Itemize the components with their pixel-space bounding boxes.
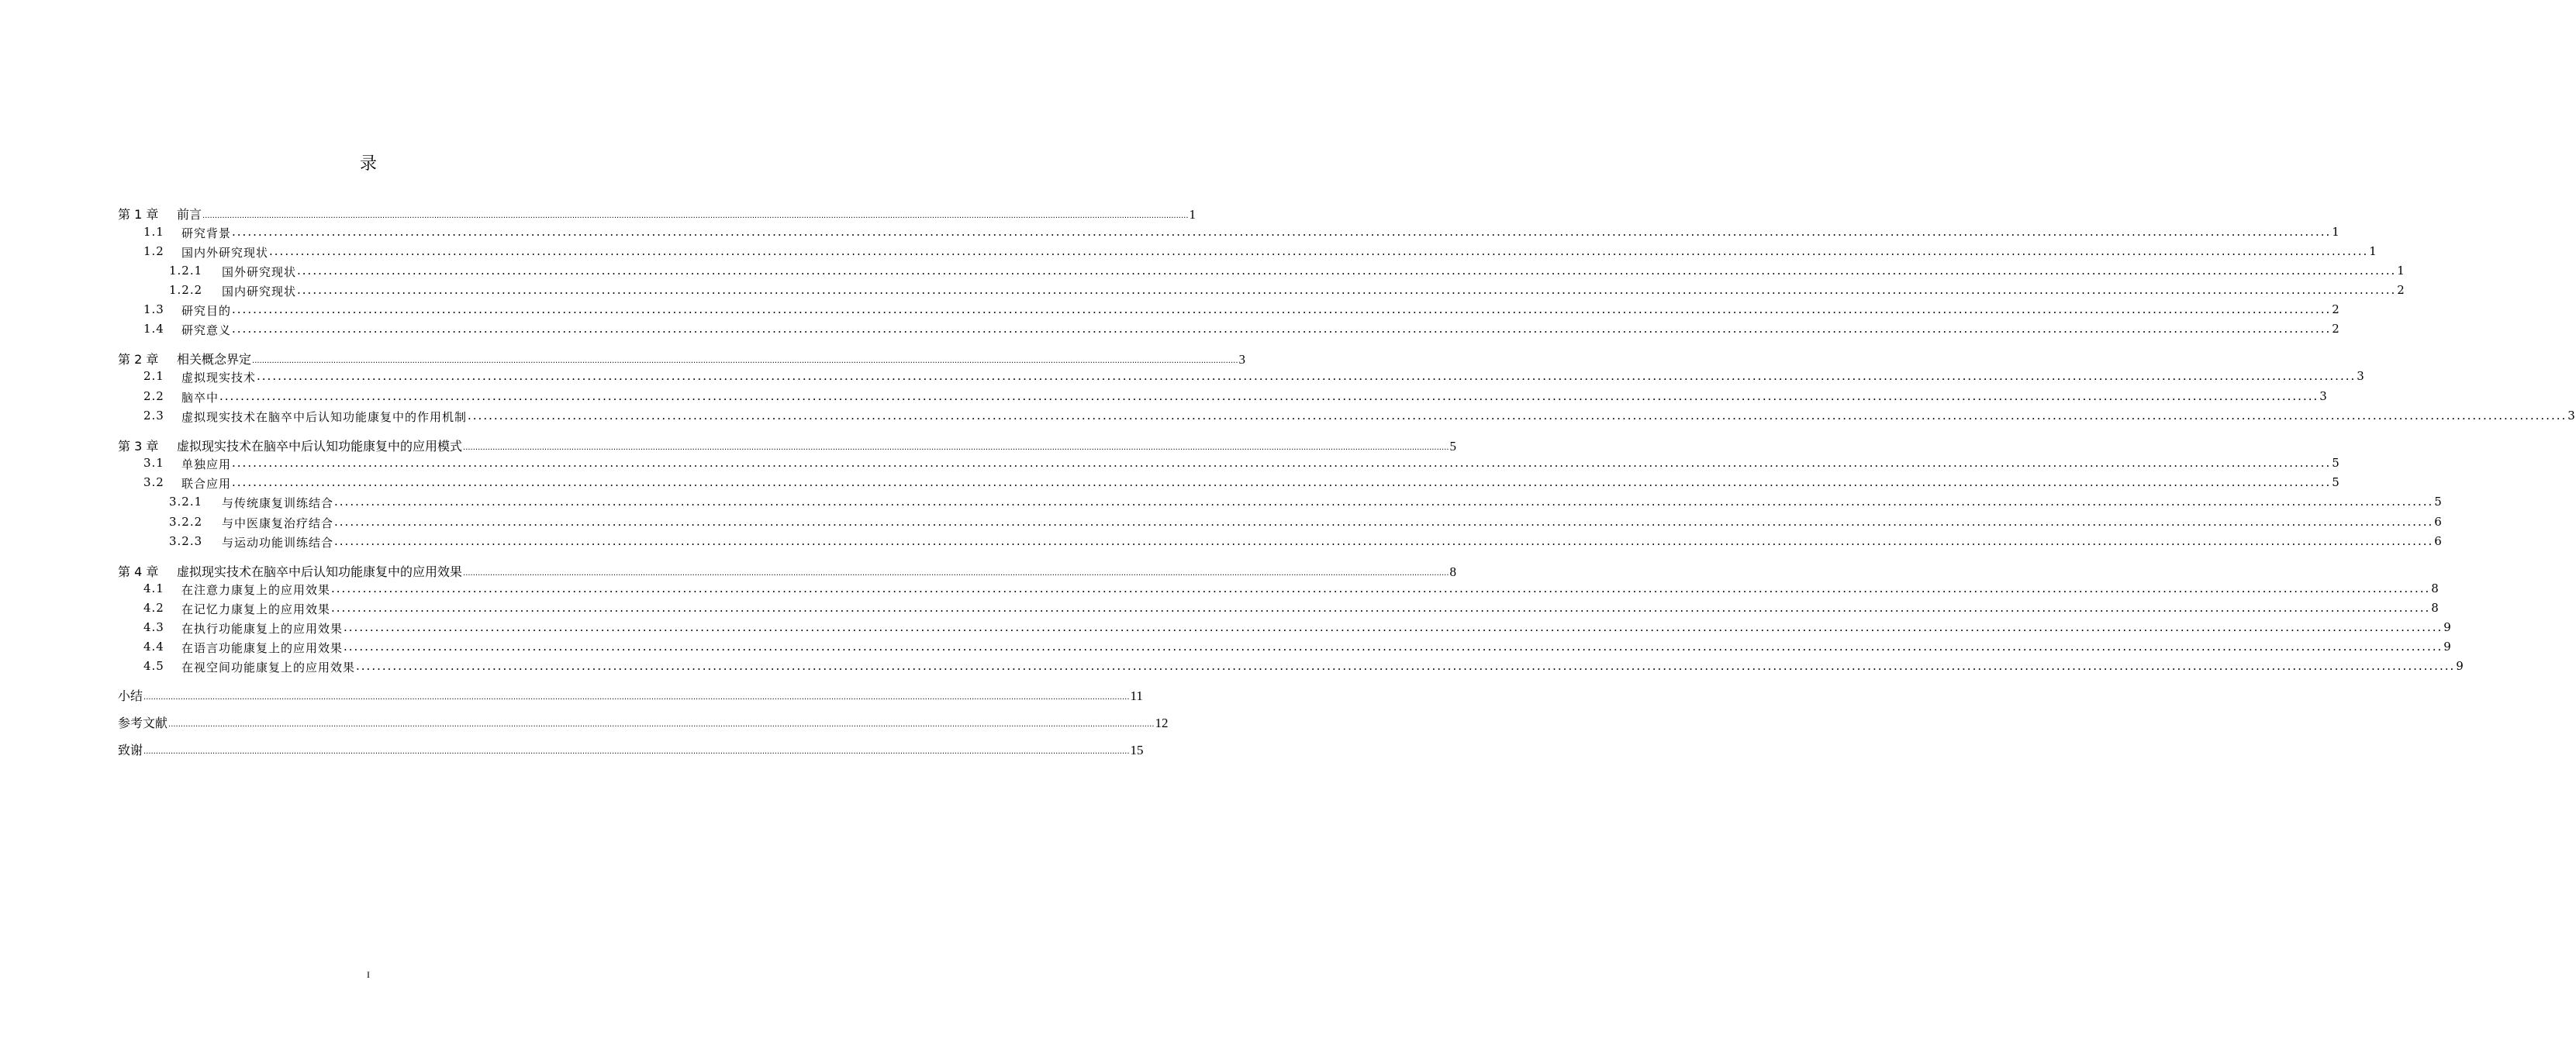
toc-page-number: 1: [2369, 244, 2377, 258]
toc-entry[interactable]: [143, 389, 2328, 406]
toc-entry[interactable]: [143, 302, 2340, 319]
toc-title: 录: [359, 154, 377, 174]
toc-page-number: 1: [2332, 225, 2340, 239]
toc-entry-number: 1.3: [143, 302, 164, 316]
toc-entry[interactable]: [169, 264, 2405, 281]
toc-page-number: 12: [1155, 716, 1169, 730]
toc-entry-label: [143, 601, 330, 617]
toc-entry-text: 研究意义: [181, 323, 232, 337]
toc-page-number: 3: [1238, 352, 1245, 367]
toc-entry-text: 虚拟现实技术在脑卒中后认知功能康复中的应用效果: [177, 564, 463, 579]
toc-entry-label: [169, 495, 333, 511]
toc-page-number: 8: [2431, 601, 2440, 615]
toc-dot-leader: ................................................................................................................................................................................................................................................................................................................................................................................................................: [232, 456, 2332, 470]
toc-page-number: 15: [1130, 743, 1144, 757]
toc-entry-text: 单独应用: [181, 457, 232, 471]
toc-entry[interactable]: [143, 369, 2365, 386]
toc-entry-label: [143, 369, 256, 385]
toc-entry[interactable]: [118, 562, 1456, 579]
toc-entry-number: 3.2: [143, 475, 164, 489]
toc-page-number: 11: [1130, 688, 1143, 703]
toc-entry[interactable]: [143, 244, 2377, 261]
toc-dot-leader: ................................................................................................................................................................................................................................................................................................................................................................................................................: [344, 620, 2443, 634]
toc-dot-leader: ................................................................................................................................................................................................................................................................................................................................................................................................................: [257, 369, 2357, 383]
toc-entry-text: 研究背景: [181, 226, 232, 240]
toc-page-number: 2: [2332, 302, 2340, 316]
toc-entry-text: 脑卒中: [181, 391, 219, 405]
toc-entry-label: [143, 409, 467, 425]
toc-dot-leader: ................................................................................................................................................................................................................................................................................................................................................................................................................: [468, 409, 2567, 423]
toc-dot-leader: ................................................................................................................................................................................................................................................................................................................................................................................................................: [334, 495, 2434, 509]
toc-entry-text: 与中医康复治疗结合: [222, 516, 334, 530]
toc-entry-number: 1.4: [143, 322, 164, 336]
toc-dot-leader: ................................................................................................................................................................................................................................................................................................................................................................................................................: [334, 534, 2434, 548]
toc-entry-text: 与运动功能训练结合: [222, 536, 334, 550]
toc-dot-leader: ................................................................................................................................................................................................................................................................................................................................................................................................................: [463, 443, 1449, 452]
toc-entry[interactable]: [118, 686, 1143, 703]
toc-entry[interactable]: [118, 436, 1456, 454]
toc-page-number: 6: [2434, 534, 2443, 548]
toc-dot-leader: ................................................................................................................................................................................................................................................................................................................................................................................................................: [219, 389, 2319, 403]
toc-entry[interactable]: [118, 205, 1196, 222]
toc-entry-text: 在语言功能康复上的应用效果: [181, 641, 344, 655]
toc-entry-label: [118, 740, 143, 758]
toc-entry-number: 4.1: [143, 581, 164, 595]
toc-entry[interactable]: [143, 475, 2340, 492]
toc-entry-text: 虚拟现实技术在脑卒中后认知功能康复中的作用机制: [181, 410, 468, 424]
toc-entry-label: [118, 350, 251, 367]
toc-entry-text: 在执行功能康复上的应用效果: [181, 622, 344, 636]
toc-entry-number: 4.3: [143, 620, 164, 634]
toc-entry-label: [118, 205, 202, 223]
toc-page-number: 8: [1449, 564, 1456, 579]
toc-entry-number: 2.2: [143, 389, 164, 403]
toc-entry[interactable]: [143, 225, 2340, 242]
toc-entry-text: 在视空间功能康复上的应用效果: [181, 661, 356, 675]
toc-dot-leader: ................................................................................................................................................................................................................................................................................................................................................................................................................: [334, 515, 2434, 529]
toc-entry-text: 研究目的: [181, 304, 232, 318]
toc-entry-label: [143, 322, 231, 338]
toc-entry-number: 3.1: [143, 456, 164, 470]
toc-entry-number: 1.2.2: [169, 283, 203, 297]
toc-page-number: 5: [2434, 495, 2443, 509]
toc-page-number: 5: [2332, 456, 2340, 470]
toc-entry-text: 与传统康复训练结合: [222, 496, 334, 510]
toc-page-number: 9: [2443, 620, 2452, 634]
toc-page-number: 1: [2397, 264, 2405, 278]
toc-entry-number: 1.1: [143, 225, 164, 239]
toc-dot-leader: ................................................................................................................................................................................................................................................................................................................................................................................................................: [143, 747, 1130, 756]
toc-entry-label: [118, 713, 167, 731]
toc-dot-leader: ................................................................................................................................................................................................................................................................................................................................................................................................................: [463, 569, 1449, 578]
toc-entry-number: 第 1 章: [118, 207, 159, 222]
toc-entry[interactable]: [169, 283, 2405, 300]
toc-dot-leader: ................................................................................................................................................................................................................................................................................................................................................................................................................: [297, 264, 2397, 278]
toc-entry-text: 致谢: [118, 743, 143, 757]
toc-entry[interactable]: [169, 534, 2443, 551]
toc-entry-label: [143, 389, 219, 405]
toc-entry-text: 虚拟现实技术在脑卒中后认知功能康复中的应用模式: [177, 439, 463, 454]
toc-entry-text: 联合应用: [181, 477, 232, 491]
toc-entry-label: [143, 620, 343, 637]
toc-page-number: 3: [2567, 409, 2576, 423]
toc-dot-leader: ................................................................................................................................................................................................................................................................................................................................................................................................................: [168, 720, 1155, 729]
toc-entry[interactable]: [143, 581, 2440, 599]
toc-entry[interactable]: [143, 456, 2340, 473]
toc-entry-number: 2.1: [143, 369, 164, 383]
toc-entry[interactable]: [118, 713, 1169, 730]
toc-entry-label: [143, 225, 231, 241]
toc-entry-label: [143, 581, 330, 598]
toc-entry-number: 4.4: [143, 640, 164, 654]
toc-page-number: 9: [2456, 659, 2464, 673]
toc-entry-label: [143, 244, 268, 260]
toc-page-number: 5: [2332, 475, 2340, 489]
toc-entry-number: 3.2.3: [169, 534, 203, 548]
toc-entry-label: [118, 686, 143, 704]
toc-entry-text: 在记忆力康复上的应用效果: [181, 602, 331, 616]
toc-entry-label: [143, 475, 231, 492]
toc-entry-text: 相关概念界定: [177, 352, 252, 367]
toc-entry-label: [169, 534, 333, 550]
toc-entry[interactable]: [118, 350, 1245, 367]
toc-entry-label: [143, 456, 231, 472]
toc-entry-text: 小结: [118, 688, 143, 703]
toc-entry[interactable]: [143, 601, 2440, 618]
toc-dot-leader: ................................................................................................................................................................................................................................................................................................................................................................................................................: [232, 225, 2332, 239]
toc-entry-label: [169, 515, 333, 531]
toc-dot-leader: ................................................................................................................................................................................................................................................................................................................................................................................................................: [331, 581, 2431, 595]
toc-entry-label: [118, 436, 462, 454]
toc-entry-text: 国内研究现状: [222, 285, 297, 298]
toc-dot-leader: ................................................................................................................................................................................................................................................................................................................................................................................................................: [232, 322, 2332, 336]
toc-dot-leader: ................................................................................................................................................................................................................................................................................................................................................................................................................: [356, 659, 2456, 673]
toc-entry-number: 2.3: [143, 409, 164, 423]
toc-dot-leader: ................................................................................................................................................................................................................................................................................................................................................................................................................: [232, 475, 2332, 489]
toc-entry-number: 第 4 章: [118, 564, 159, 579]
toc-entry-text: 国内外研究现状: [181, 246, 269, 260]
toc-page-number: 5: [1449, 439, 1456, 454]
toc-entry-text: 前言: [177, 207, 202, 222]
toc-dot-leader: ................................................................................................................................................................................................................................................................................................................................................................................................................: [252, 357, 1238, 365]
toc-entry[interactable]: [118, 740, 1144, 757]
toc-dot-leader: ................................................................................................................................................................................................................................................................................................................................................................................................................: [202, 212, 1189, 220]
toc-entry-label: [143, 659, 355, 675]
toc-entry-number: 4.2: [143, 601, 164, 615]
toc-entry-number: 3.2.2: [169, 515, 203, 529]
toc-dot-leader: ................................................................................................................................................................................................................................................................................................................................................................................................................: [269, 244, 2369, 258]
toc-entry-label: [143, 302, 231, 319]
toc-page-number: 3: [2319, 389, 2328, 403]
toc-entry[interactable]: [143, 409, 2576, 426]
toc-page-number: 2: [2332, 322, 2340, 336]
toc-entry-label: [169, 264, 296, 280]
toc-page-number: 9: [2443, 640, 2452, 654]
toc-entry[interactable]: [169, 515, 2443, 532]
toc-entry-text: 国外研究现状: [222, 265, 297, 279]
toc-entry[interactable]: [143, 640, 2452, 657]
toc-entry[interactable]: [143, 659, 2464, 676]
page-number-footer: I: [367, 969, 370, 980]
toc-entry[interactable]: [143, 620, 2452, 637]
toc-page-number: 8: [2431, 581, 2440, 595]
toc-page-number: 3: [2357, 369, 2365, 383]
toc-entry-label: [169, 283, 296, 299]
toc-dot-leader: ................................................................................................................................................................................................................................................................................................................................................................................................................: [331, 601, 2431, 615]
toc-entry-number: 4.5: [143, 659, 164, 673]
toc-dot-leader: ................................................................................................................................................................................................................................................................................................................................................................................................................: [344, 640, 2443, 654]
toc-dot-leader: ................................................................................................................................................................................................................................................................................................................................................................................................................: [297, 283, 2397, 297]
toc-entry-number: 3.2.1: [169, 495, 203, 509]
toc-entry-text: 虚拟现实技术: [181, 371, 257, 385]
toc-entry-label: [143, 640, 343, 656]
toc-entry[interactable]: [143, 322, 2340, 339]
toc-dot-leader: ................................................................................................................................................................................................................................................................................................................................................................................................................: [232, 302, 2332, 316]
toc-page-number: 2: [2397, 283, 2405, 297]
toc-dot-leader: ................................................................................................................................................................................................................................................................................................................................................................................................................: [143, 693, 1130, 702]
toc-entry-number: 1.2: [143, 244, 164, 258]
toc-entry-text: 参考文献: [118, 716, 168, 730]
toc-entry-number: 第 2 章: [118, 352, 159, 367]
toc-entry-number: 第 3 章: [118, 439, 159, 454]
toc-entry-number: 1.2.1: [169, 264, 203, 278]
toc-page-number: 6: [2434, 515, 2443, 529]
toc-entry-label: [118, 562, 462, 580]
toc-entry[interactable]: [169, 495, 2443, 512]
toc-entry-text: 在注意力康复上的应用效果: [181, 583, 331, 597]
toc-page-number: 1: [1189, 207, 1196, 222]
